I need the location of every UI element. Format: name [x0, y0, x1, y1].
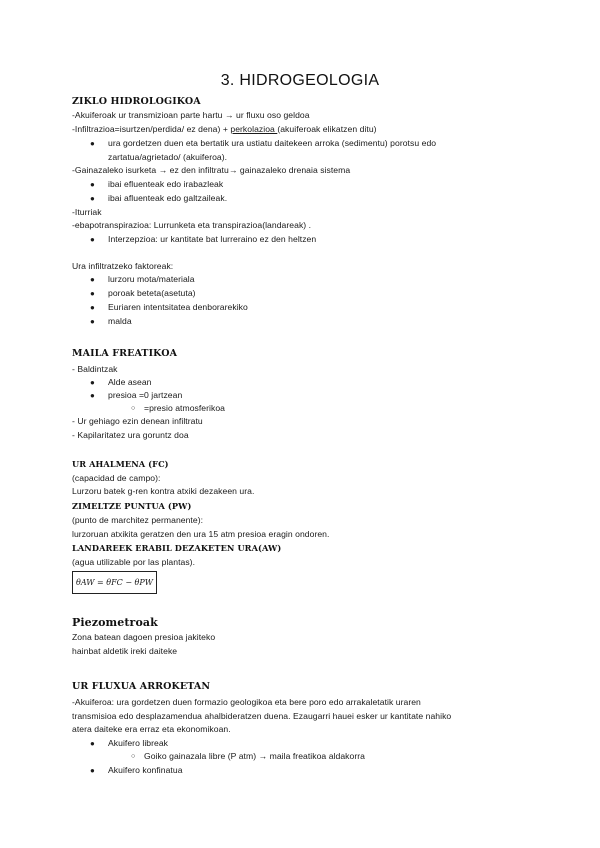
list-item: Alde asean [108, 377, 152, 387]
text-line: (agua utilizable por las plantas). [72, 557, 196, 567]
text-line: lurzoruan atxikita geratzen den ura 15 atm presioa eragin ondoren. [72, 529, 330, 539]
text-line: -ebapotranspirazioa: Lurrunketa eta transpirazioa(landareak) . [72, 220, 312, 230]
text-line: atera daiteke era erraz eta ekonomikoan. [72, 724, 231, 734]
text-line: Lurzoru batek g-ren kontra atxiki dezakeen ura. [72, 486, 255, 496]
list-item: Interzepzioa: ur kantitate bat lurreraino ez den heltzen [108, 234, 317, 244]
list-item: poroak beteta(asetuta) [108, 288, 196, 298]
list-item: Akuifero konfinatua [108, 765, 183, 775]
text-line: -Iturriak [72, 207, 102, 217]
list-item: malda [108, 316, 132, 326]
text-span: -Infiltrazioa=isurtzen/perdida/ ez dena) + [72, 124, 231, 134]
list-item: ibai efluenteak edo irabazleak [108, 179, 224, 189]
list-item: ura gordetzen duen eta bertatik ura ustiatu daitekeen arroka (sedimentu) porotsu edo [108, 138, 437, 148]
text-line: - Kapilaritatez ura goruntz doa [72, 430, 189, 440]
sub-list-item: =presio atmosferikoa [144, 403, 226, 413]
bullet-icon: ● [90, 303, 95, 312]
heading-zimeltze-puntua: ZIMELTZE PUNTUA (PW) [72, 501, 192, 511]
list-item: ibai afluenteak edo galtzaileak. [108, 193, 228, 203]
text-line [72, 124, 377, 135]
list-item: Akuifero libreak [108, 738, 169, 748]
text-line: transmisioa edo desplazamendua ahalbideratzen duena. Ezaugarri hauei esker ur kantitate nahiko [72, 711, 452, 721]
text-line: (capacidad de campo): [72, 473, 161, 483]
text-line: Ura infiltratzeko faktoreak: [72, 261, 174, 271]
formula-box: θAW = θFC − θPW [72, 571, 157, 594]
list-item-cont: zartatua/agrietado/ (akuiferoa). [108, 152, 228, 162]
text-line: -Gainazaleko isurketa → ez den infiltratu→ gainazaleko drenaia sistema [72, 165, 351, 175]
list-item: Euriaren intentsitatea denborarekiko [108, 302, 248, 312]
heading-ziklo-hidrologikoa: ZIKLO HIDROLOGIKOA [72, 96, 201, 107]
bullet-icon: ● [90, 180, 95, 189]
sub-bullet-icon: ○ [131, 405, 136, 412]
bullet-icon: ● [90, 317, 95, 326]
bullet-icon: ● [90, 275, 95, 284]
bullet-icon: ● [90, 378, 95, 387]
bullet-icon: ● [90, 194, 95, 203]
text-line: Zona batean dagoen presioa jakiteko [72, 632, 216, 642]
sub-bullet-icon: ○ [131, 753, 136, 760]
bullet-icon: ● [90, 739, 95, 748]
list-item: presioa =0 jartzean [108, 390, 183, 400]
bullet-icon: ● [90, 139, 95, 148]
bullet-icon: ● [90, 235, 95, 244]
heading-landareek-erabil: LANDAREEK ERABIL DEZAKETEN URA(AW) [72, 543, 282, 553]
sub-list-item: Goiko gainazala libre (P atm) → maila freatikoa aldakorra [144, 751, 365, 761]
bullet-icon: ● [90, 391, 95, 400]
heading-ur-fluxua: UR FLUXUA ARROKETAN [72, 681, 211, 692]
page-title: 3. HIDROGEOLOGIA [220, 72, 380, 89]
bullet-icon: ● [90, 289, 95, 298]
underlined-term: perkolazioa [230, 124, 278, 134]
text-line: hainbat aldetik ireki daiteke [72, 646, 178, 656]
heading-maila-freatikoa: MAILA FREATIKOA [72, 348, 178, 359]
text-line: - Ur gehiago ezin denean infiltratu [72, 416, 203, 426]
text-span: (akuiferoak elikatzen ditu) [277, 124, 377, 134]
heading-ur-ahalmena: UR AHALMENA (FC) [72, 459, 169, 469]
text-line: -Akuiferoa: ura gordetzen duen formazio geologikoa eta bere poro edo arrakaletatik uraren [72, 697, 421, 707]
bullet-icon: ● [90, 766, 95, 775]
text-line: (punto de marchitez permanente): [72, 515, 204, 525]
text-line: -Akuiferoak ur transmizioan parte hartu → ur fluxu oso geldoa [72, 110, 310, 120]
text-line: - Baldintzak [72, 364, 118, 374]
list-item: lurzoru mota/materiala [108, 274, 195, 284]
heading-piezometroak: Piezometroak [72, 616, 158, 629]
